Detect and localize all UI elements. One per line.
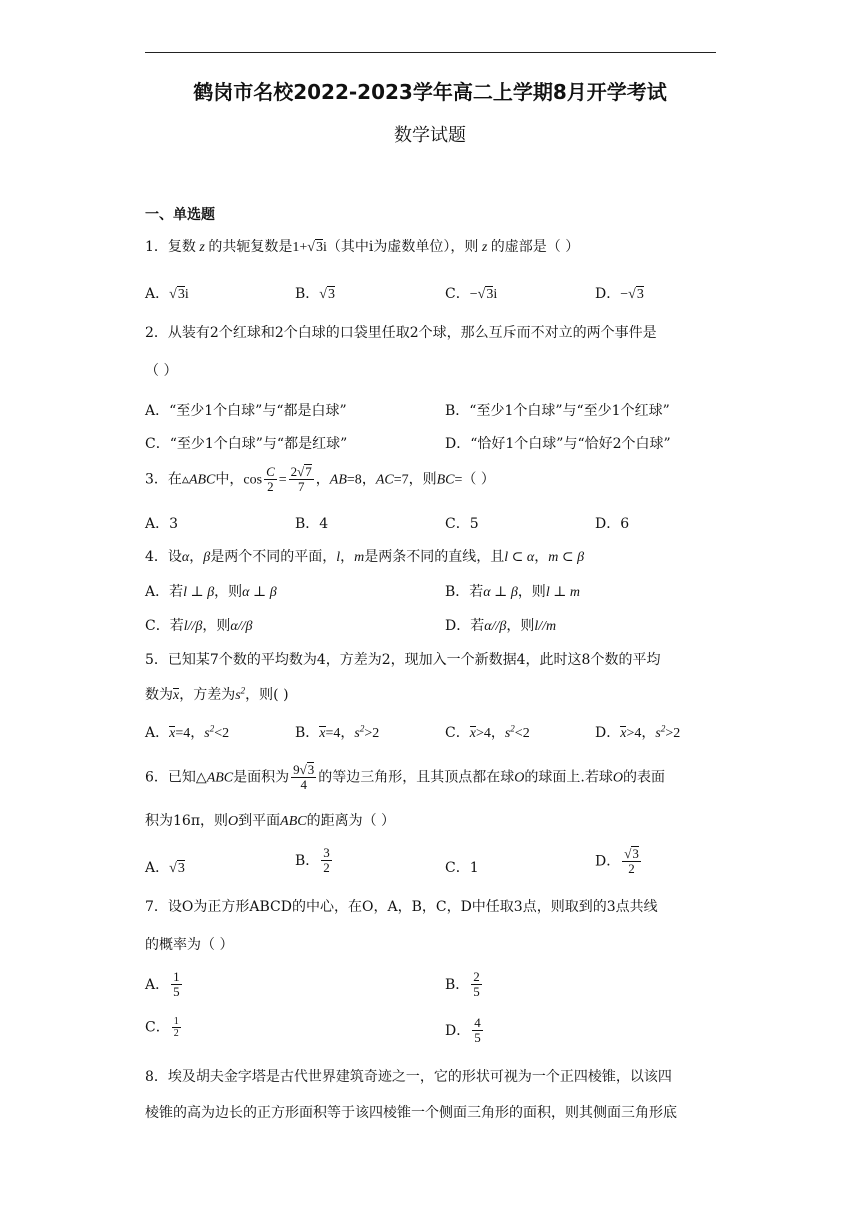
question-5-stem-cont: 数为x，方差为$s^2$，则( )	[145, 685, 289, 703]
question-6-option-a[interactable]: A．√3	[145, 860, 185, 876]
question-4-option-b[interactable]: B．若α ⊥ β，则l ⊥ m	[445, 584, 580, 600]
question-7-option-d[interactable]: D． $\frac{4}{5}$	[445, 1015, 481, 1046]
question-2-option-d[interactable]: D．“恰好1个白球”与“恰好2个白球”	[445, 436, 671, 452]
question-2-stem-cont: （ ）	[145, 363, 178, 379]
question-4-option-c[interactable]: C．若l//β，则α//β	[145, 618, 253, 634]
question-5-option-b[interactable]: B．x=4，$s^2>2$	[295, 723, 380, 741]
question-3-option-d[interactable]: D．6	[595, 516, 630, 532]
question-1-option-d[interactable]: D．−√3	[595, 286, 644, 302]
question-7-option-c[interactable]: C． $\frac{1}{2}$	[145, 1016, 179, 1039]
question-6-option-c[interactable]: C．1	[445, 860, 479, 876]
section-heading: 一、单选题	[145, 207, 215, 223]
page-subtitle: 数学试题	[394, 125, 466, 146]
question-4-option-a[interactable]: A．若l ⊥ β，则α ⊥ β	[145, 584, 277, 600]
question-2-option-a[interactable]: A．“至少1个白球”与“都是白球”	[145, 403, 347, 419]
question-7-option-b[interactable]: B． $\frac{2}{5}$	[445, 969, 480, 1000]
question-6-option-b[interactable]: B． $\frac{3}{2}$	[295, 845, 330, 876]
question-5-option-a[interactable]: A．x=4，$s^2<2$	[145, 723, 230, 741]
question-3-option-a[interactable]: A．3	[145, 516, 179, 532]
question-7-option-a[interactable]: A． $\frac{1}{5}$	[145, 969, 180, 1000]
question-6-stem: 6．已知△ABC是面积为 $\frac{9√3}{4}$ 的等边三角形，且其顶点都在球O的球面上.若球O的表面	[145, 762, 665, 793]
question-2-option-c[interactable]: C．“至少1个白球”与“都是红球”	[145, 436, 348, 452]
question-7-stem: 7．设O为正方形ABCD的中心，在O，A，B，C，D中任取3点，则取到的3点共线	[145, 899, 658, 915]
question-6-stem-cont: 积为16π，则O到平面ABC的距离为（ ）	[145, 813, 396, 829]
question-1-option-a[interactable]: A．√3i	[145, 286, 189, 302]
question-1-stem: 1．复数 z 的共轭复数是1+√3i（其中i为虚数单位），则 z 的虚部是（ ）	[145, 239, 580, 255]
question-4-option-d[interactable]: D．若α//β，则l//m	[445, 618, 557, 634]
question-4-stem: 4．设α，β是两个不同的平面，l，m是两条不同的直线，且l ⊂ α，m ⊂ β	[145, 549, 585, 565]
question-1-option-c[interactable]: C．−√3i	[445, 286, 498, 302]
question-2-stem: 2．从装有2个红球和2个白球的口袋里任取2个球，那么互斥而不对立的两个事件是	[145, 325, 657, 341]
question-1-option-b[interactable]: B．√3	[295, 286, 335, 302]
question-8-stem: 8．埃及胡夫金字塔是古代世界建筑奇迹之一，它的形状可视为一个正四棱锥，以该四	[145, 1069, 672, 1085]
question-6-option-d[interactable]: D． $\frac{√3}{2}$	[595, 846, 639, 877]
question-3-stem: 3．在▵ABC中，cos $\frac{C}{2}$ = $\frac{2√7}{7}$ ，AB=8，AC=7，则BC=（ ）	[145, 463, 495, 495]
question-5-option-d[interactable]: D．x>4，$s^2>2$	[595, 723, 681, 741]
question-7-stem-cont: 的概率为（ ）	[145, 937, 234, 953]
question-5-option-c[interactable]: C．x>4，$s^2<2$	[445, 723, 530, 741]
question-2-option-b[interactable]: B．“至少1个白球”与“至少1个红球”	[445, 403, 670, 419]
page-title: 鹤岗市名校2022-2023学年高二上学期8月开学考试	[193, 80, 667, 104]
question-5-stem: 5．已知某7个数的平均数为4，方差为2，现加入一个新数据4，此时这8个数的平均	[145, 652, 661, 668]
question-8-stem-cont: 棱锥的高为边长的正方形面积等于该四棱锥一个侧面三角形的面积，则其侧面三角形底	[145, 1105, 677, 1121]
question-3-option-b[interactable]: B．4	[295, 516, 329, 532]
header-rule	[145, 52, 716, 53]
question-3-option-c[interactable]: C．5	[445, 516, 479, 532]
